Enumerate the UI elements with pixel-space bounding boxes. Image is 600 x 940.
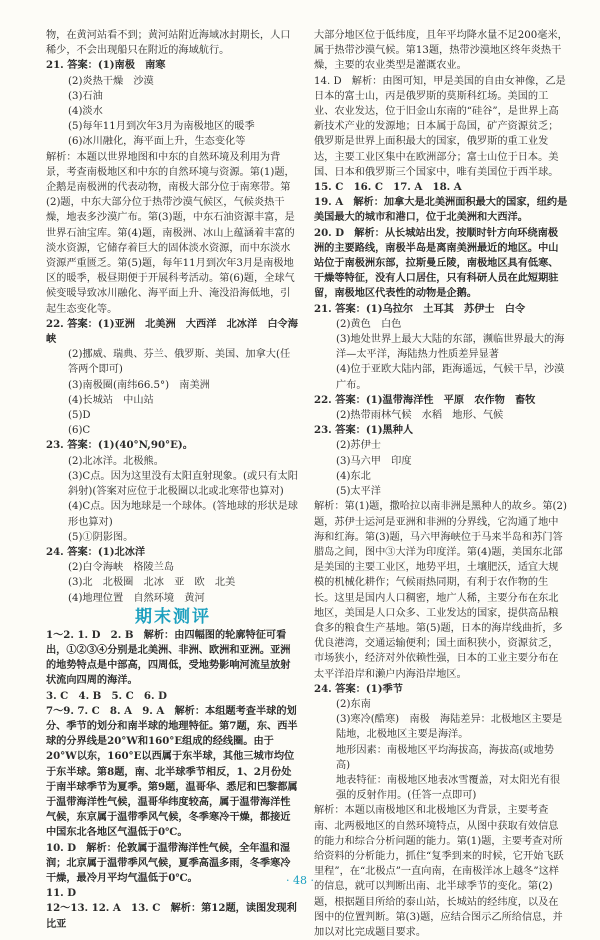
answer-line: 15. C 16. C 17. A 18. A: [314, 181, 462, 194]
answer-line: (3)地处世界上最大大陆的东部，濒临世界最大的海洋—太平洋，海陆热力性质差异显著: [336, 334, 565, 361]
answer-line: 23. 答案：(1)黑种人: [314, 424, 414, 437]
answer-line: 19. A 解析：加拿大是北美洲面积最大的国家，纽约是美国最大的城市和港口，位于北美洲和大西洋。: [314, 196, 568, 224]
answer-line: (5)每年11月到次年3月为南极地区的暖季: [68, 121, 255, 133]
answer-line: 10. D 解析：伦敦属于温带海洋性气候，全年温和湿润；北京属于温带季风气候，夏季高温多雨，冬季寒冷干燥，最冷月平均气温低于0℃。: [46, 841, 291, 884]
page-number: · 48 ·: [286, 874, 314, 887]
answer-line: (5)太平洋: [336, 486, 381, 498]
answer-line: 物，在黄河站看不到；黄河站附近海域冰封期长，人口稀少，不会出现船只在附近的海域航行。: [46, 30, 291, 57]
answer-line: (4)长城站 中山站: [68, 394, 154, 406]
answer-line: (4)位于亚欧大陆内部，距海遥远，气候干旱，沙漠广布。: [336, 364, 565, 391]
answer-line: 大部分地区位于低纬度，且年平均降水量不足200毫米，属于热带沙漠气候。第13题，热带沙漠地区终年炎热干燥，主要的农业类型是灌溉农业。: [314, 30, 568, 72]
answer-line: (4)淡水: [68, 106, 103, 118]
answer-line: 24. 答案：(1)季节: [314, 682, 403, 695]
answer-line: (3)北 北极圈 北冰 亚 欧 北美: [68, 577, 236, 589]
section-heading: 期末测评: [135, 606, 211, 627]
answer-line: (2)苏伊士: [336, 440, 381, 452]
answer-line: (3)石油: [68, 90, 103, 102]
answer-line: (4)地理位置 自然环境 黄河: [68, 592, 205, 604]
answer-line: (5)①阴影图。: [68, 531, 134, 543]
answer-line: 20. D 解析：从长城站出发，按顺时针方向环绕南极洲的主要路线，南极半岛是离南美洲最近的地区。中山站位于南极洲东部，拉斯曼丘陵，南极地区具有低寒、干燥等特征，没有人口居住，只有科研人员在此短期驻留，南极地区代表性的动物是企鹅。: [314, 226, 559, 300]
answer-line: (2)热带雨林气候 水稻 地形、气候: [336, 410, 504, 422]
answer-line: (4)C点。因为地球是一个球体。(答地球的形状是球形也算对): [68, 501, 298, 528]
answer-line: 22. 答案：(1)温带海洋性 平原 农作物 畜牧: [314, 393, 536, 406]
answer-line: 21. 答案：(1)南极 南寒: [46, 59, 166, 72]
answer-line: 地表特征：南极地区地表冰雪覆盖，对太阳光有很强的反射作用。(任答一点即可): [336, 774, 561, 802]
answer-line: 24. 答案：(1)北冰洋: [46, 545, 146, 558]
answer-line: 7～9. 7. C 8. A 9. A 解析：本组题考查半球的划分、季节的划分和南半球的地理特征。第7题，东、西半球的分界线是20°W和160°E组成的经线圈。由于20°W以东，160°E以西属于东半球，其他三城市均位于东半球。第8题，南、北半球季节相反，1、2月份处于南半球季节为夏季。第9题，温哥华、悉尼和巴黎都属于温带海洋性气候，温哥华纬度较高，属于温带海洋性气候，东京属于温带季风气候，冬季寒冷干燥，都接近中国东北各地区气温低于0℃。: [46, 704, 298, 839]
answer-line: 21. 答案：(1)乌拉尔 土耳其 苏伊士 白令: [314, 302, 526, 315]
answer-line: 解析：本题以南极地区和北极地区为背景，主要考查南、北两极地区的自然环境特点，从图中获取有效信息的能力和综合分析问题的能力。第(1)题，主要考查对所给资料的分析能力，抓住“复季到来的时候，它开始飞跃里程”，在“北极点”一直向南，在南极洋冰上越冬”这样的信息，就可以判断出南、北半球季节的变化。第(2)题，根据题目所给的泰山站，长城站的经纬度，以及在图中的位置判断。第(3)题，应结合图示乙所给信息，并加以对比完成题目要求。: [314, 805, 564, 938]
right-column: [314, 28, 568, 938]
answer-line: (2)北冰洋。北极熊。: [68, 455, 164, 467]
answer-line: (2)黄色 白色: [336, 318, 402, 330]
answer-line: (2)白令海峡 格陵兰岛: [68, 562, 175, 574]
answer-line: 解析：本题以世界地图和中东的自然环境及利用为背景，考查南极地区和中东的自然环境与资源。第(1)题，企鹅是南极洲的代表动物，南极大部分位于南寒带。第(2)题，中东大部分位于热带沙漠气候区，气候炎热干燥，地表多沙漠广布。第(3)题，中东石油资源丰富，是世界石油宝库。第(4)题，南极洲、冰山上蕴涵着丰富的淡水资源，它储存着巨大的固体淡水资源，而中东淡水资源严重匮乏。第(5)题，每年11月到次年3月是南极地区的暖季，极昼期便于开展科考活动。第(6)题，全球气候变暖导致冰川融化、海平面上升、淹没沿海低地，引起生态变化等。: [46, 151, 295, 315]
answer-line: (4)东北: [336, 470, 371, 482]
answer-line: (6)冰川融化，海平面上升，生态变化等: [68, 136, 246, 148]
answer-line: (3)马六甲 印度: [336, 455, 412, 467]
answer-line: 11. D: [46, 887, 77, 900]
answer-line: 12～13. 12. A 13. C 解析：第12题，读图发现利比亚: [46, 902, 297, 930]
answer-line: (2)挪威、瑞典、芬兰、俄罗斯、美国、加拿大(任答两个即可): [68, 349, 291, 376]
answer-line: 1～2. 1. D 2. B 解析：由四幅图的轮廓特征可看出，①②③④分别是北美洲、非洲、欧洲和亚洲。亚洲的地势特点是中部高，四周低，受地势影响河流呈放射状流向四周的海洋。: [46, 628, 291, 687]
answer-line: 23. 答案：(1)(40°N,90°E)。: [46, 439, 193, 452]
answer-line: (5)D: [68, 410, 91, 422]
answer-line: (2)东南: [336, 698, 371, 710]
answer-line: (6)C: [68, 425, 91, 437]
answer-line: (3)南极圈(南纬66.5°) 南美洲: [68, 379, 210, 391]
answer-line: 3. C 4. B 5. C 6. D: [46, 689, 167, 702]
answer-line: 地形因素：南极地区平均海拔高，海拔高(或地势高): [336, 744, 554, 771]
answer-line: (3)寒冷(酷寒) 南极 海陆差异：北极地区主要是陆地，北极地区主要是海洋。: [336, 714, 563, 741]
answer-line: (2)炎热干燥 沙漠: [68, 75, 154, 87]
answer-line: 14. D 解析：由图可知，甲是美国的自由女神像，乙是日本的富士山，丙是俄罗斯的莫斯科红场。美国的工业、农业发达，位于旧金山东南的“硅谷”，是世界上高新技术产业的发源地；日本属于岛国，矿产资源贫乏；俄罗斯是世界上面积最大的国家，俄罗斯的重工业发达，主要工业区集中在欧洲部分；富士山位于日本。美国、日本和俄罗斯三个国家中，唯有美国位于西半球。: [314, 75, 566, 178]
answer-line: 解析：第(1)题，撒哈拉以南非洲是黑种人的故乡。第(2)题，苏伊士运河是亚洲和非洲的分界线，它沟通了地中海和红海。第(3)题，马六甲海峡位于马来半岛和苏门答腊岛之间，图中③大洋为印度洋。第(4)题，美国东北部是美国的主要工业区，地势平坦，土壤肥沃，适宜大规模的机械化耕作；气候雨热同期，有利于农作物的生长。这里是国内人口稠密，地广人稀，主要分布在东北地区，美国是人口众多、工业发达的国家，提供高品粮食多的粮食生产基地。第(5)题，日本的海岸线曲折，多优良港湾，交通运输便利；国土面积狭小，资源贫乏，市场狭小，经济对外依赖性强，日本的工业主要分布在太平洋沿岸和濑户内海沿岸地区。: [314, 501, 567, 680]
answer-line: 22. 答案：(1)亚洲 北美洲 大西洋 北冰洋 白令海峡: [46, 317, 298, 346]
answer-line: (3)C点。因为这里没有太阳直射现象。(或只有太阳斜射)(答案对应位于北极圈以北或北寒带也算对): [68, 470, 298, 498]
